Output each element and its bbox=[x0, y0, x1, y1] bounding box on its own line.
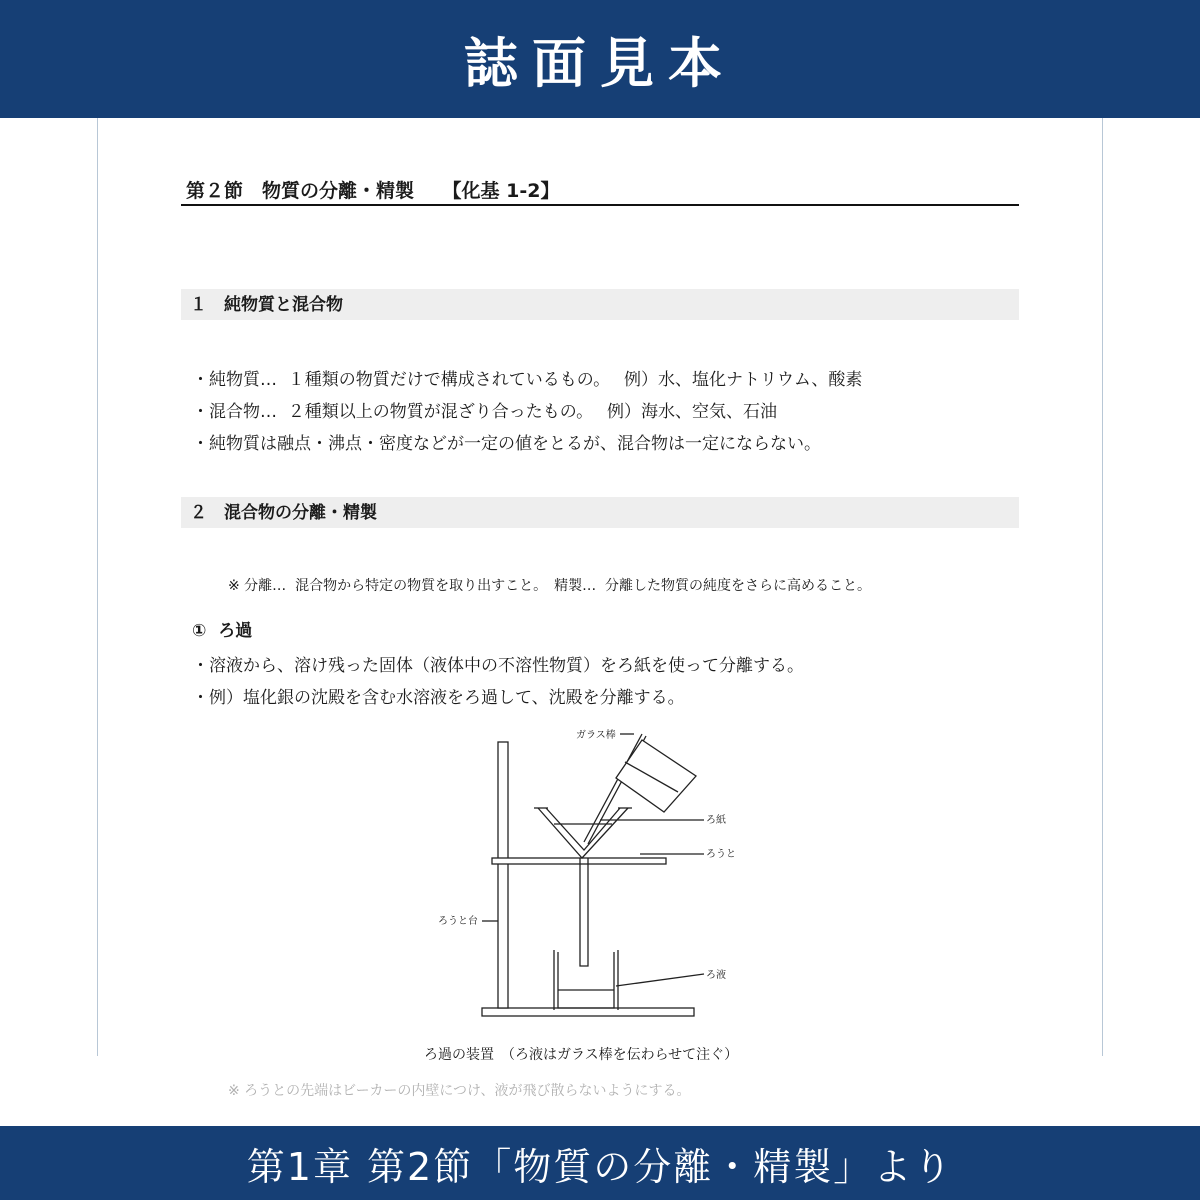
page-border-right bbox=[1102, 118, 1103, 1056]
top-banner bbox=[0, 0, 1200, 118]
page-title: 第２節 物質の分離・精製 【化基 1-2】 bbox=[186, 180, 560, 202]
filtration-description: ・溶液から、溶け残った固体（液体中の不溶性物質）をろ紙を使って分離する。 bbox=[192, 656, 804, 676]
label-filter-paper: ろ紙 bbox=[706, 815, 726, 826]
definition-mixture: ・混合物… ２種類以上の物質が混ざり合ったもの。 例）海水、空気、石油 bbox=[192, 402, 778, 422]
property-note: ・純物質は融点・沸点・密度などが一定の値をとるが、混合物は一定にならない。 bbox=[192, 434, 821, 454]
footer-caption: 第1章 第2節「物質の分離・精製」より bbox=[246, 1144, 954, 1189]
label-funnel-stand: ろうと台 bbox=[438, 916, 478, 927]
definition-pure-substance: ・純物質… １種類の物質だけで構成されているもの。 例）水、塩化ナトリウム、酸素 bbox=[192, 370, 863, 390]
label-filtrate: ろ液 bbox=[706, 970, 726, 981]
title-rule bbox=[181, 204, 1019, 206]
bottom-banner bbox=[0, 1126, 1200, 1200]
filtration-apparatus-diagram bbox=[420, 720, 750, 1030]
filtration-example: ・例）塩化銀の沈殿を含む水溶液をろ過して、沈殿を分離する。 bbox=[192, 688, 685, 708]
label-glass-rod: ガラス棒 bbox=[576, 730, 616, 741]
banner-title: 誌面見本 bbox=[464, 31, 736, 95]
sub-heading-filtration: ① ろ過 bbox=[192, 621, 253, 641]
faded-note: ※ ろうとの先端はビーカーの内壁につけ、液が飛び散らないようにする。 bbox=[228, 1083, 691, 1099]
section-heading-pure-and-mixture: １ 純物質と混合物 bbox=[181, 289, 1019, 320]
section-heading-separation: ２ 混合物の分離・精製 bbox=[181, 497, 1019, 528]
label-funnel: ろうと bbox=[706, 849, 736, 860]
diagram-caption: ろ過の装置 （ろ液はガラス棒を伝わらせて注ぐ） bbox=[424, 1047, 739, 1063]
page-border-left bbox=[97, 118, 98, 1056]
separation-note: ※ 分離… 混合物から特定の物質を取り出すこと。 精製… 分離した物質の純度をさらに高めること。 bbox=[228, 578, 871, 594]
